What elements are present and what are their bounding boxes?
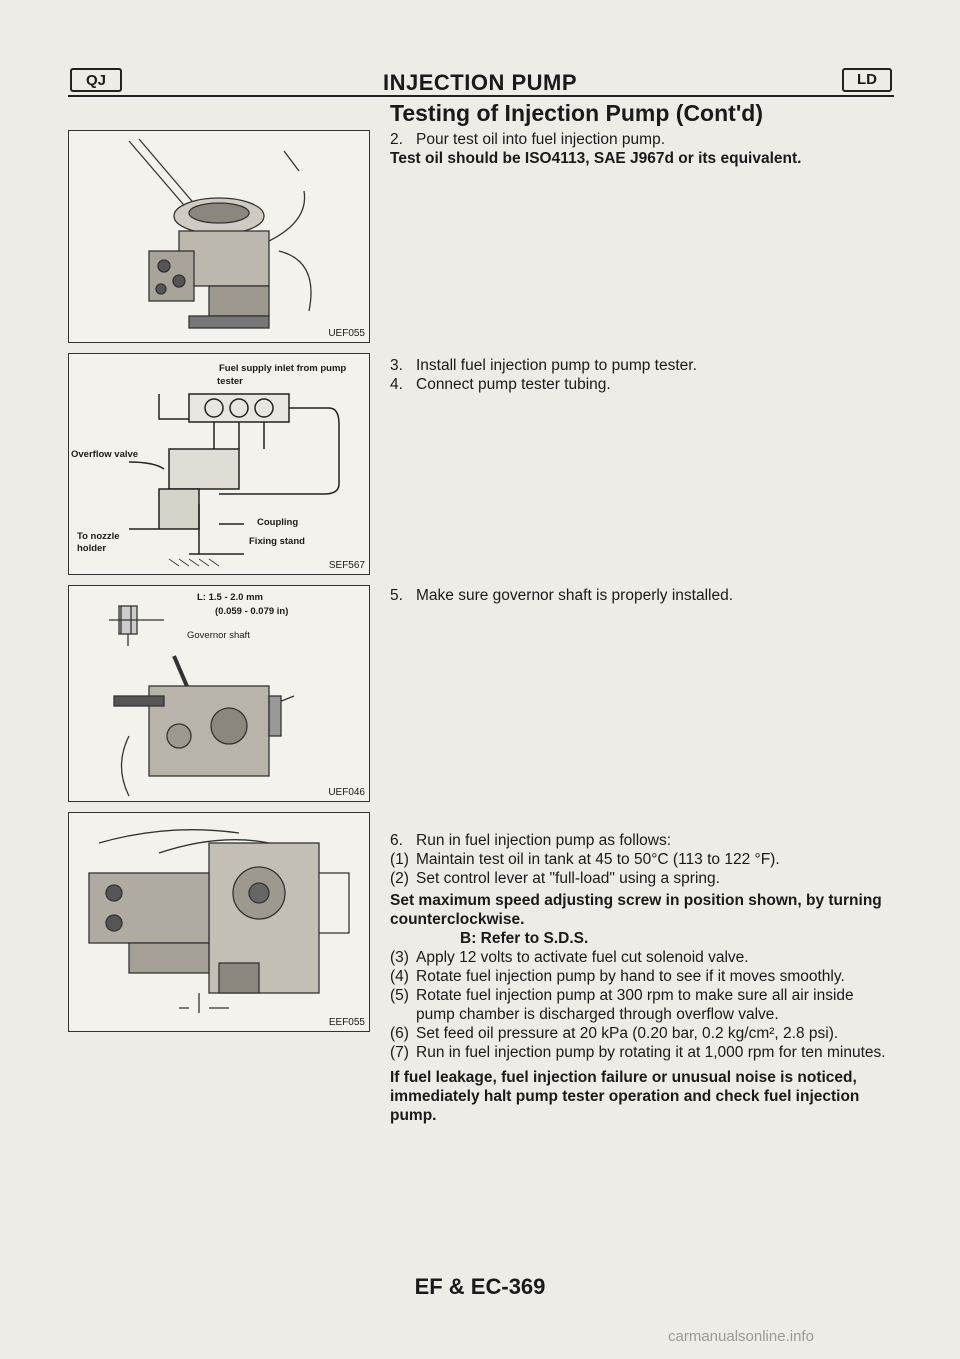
text-block-oil [390,130,892,168]
step-4: 4. Connect pump tester tubing. [390,376,611,393]
sub-step-7: (7) Run in fuel injection pump by rotating it at 1,000 rpm for ten minutes. [390,1044,886,1061]
text-block-install [390,356,892,394]
step-2-note: Test oil should be ISO4113, SAE J967d or its equivalent. [390,150,802,167]
watermark: carmanualsonline.info [668,1328,814,1345]
step-3: 3. Install fuel injection pump to pump tester. [390,357,697,374]
pump-front-illustration [69,813,369,1031]
sub-step-1: (1) Maintain test oil in tank at 45 to 50°C (113 to 122 °F). [390,851,780,868]
label-holder: holder [77,543,107,554]
label-governor-shaft: Governor shaft [187,630,250,641]
header-rule [68,95,894,97]
label-l-inch: (0.059 - 0.079 in) [215,606,289,617]
label-overflow-valve: Overflow valve [71,449,139,460]
engine-badge-right: LD [842,68,892,92]
label-coupling: Coupling [257,517,299,528]
figure-code: UEF046 [328,787,365,798]
figure-code: UEF055 [328,328,365,339]
step-6: 6. Run in fuel injection pump as follows: [390,832,672,849]
max-speed-note: Set maximum speed adjusting screw in position shown, by turning counterclockwise. [390,892,882,928]
label-to-nozzle: To nozzle [77,531,120,542]
page-number: EF & EC-369 [414,1274,546,1299]
figure-code: EEF055 [328,1017,365,1028]
pump-oil-illustration [69,131,369,342]
sub-step-4: (4) Rotate fuel injection pump by hand to see if it moves smoothly. [390,968,845,985]
figure-pour-oil [68,130,370,343]
page-header-title: INJECTION PUMP [382,70,578,95]
sub-step-6: (6) Set feed oil pressure at 20 kPa (0.20 bar, 0.2 kg/cm², 2.8 psi). [390,1025,839,1042]
sds-reference: B: Refer to S.D.S. [460,930,589,947]
figure-pump-tester [68,353,370,575]
figure-pump-front [68,812,370,1032]
sub-step-2: (2) Set control lever at "full-load" using a spring. [390,870,720,887]
label-l-value: L: 1.5 - 2.0 mm [197,592,263,603]
label-tester: tester [217,376,243,387]
sub-step-5: (5) Rotate fuel injection pump at 300 rpm to make sure all air inside pump chamber is discharged through overflow valve. [390,987,854,1023]
figure-governor-shaft [68,585,370,802]
section-badge-left: QJ [70,68,122,92]
sub-step-3: (3) Apply 12 volts to activate fuel cut solenoid valve. [390,949,749,966]
warning-note: If fuel leakage, fuel injection failure or unusual noise is noticed, immediately halt pump tester operation and check fuel injection pump. [390,1069,860,1124]
label-fuel-supply: Fuel supply inlet from pump [219,363,347,374]
section-title: Testing of Injection Pump (Cont'd) [390,100,763,126]
governor-shaft-illustration [69,586,369,801]
figure-code: SEF567 [328,560,365,571]
step-2: 2. Pour test oil into fuel injection pump. [390,131,665,148]
text-block-run-in [390,831,892,1125]
label-fixing-stand: Fixing stand [249,536,305,547]
step-5: 5. Make sure governor shaft is properly installed. [390,587,734,604]
text-block-governor [390,586,892,605]
